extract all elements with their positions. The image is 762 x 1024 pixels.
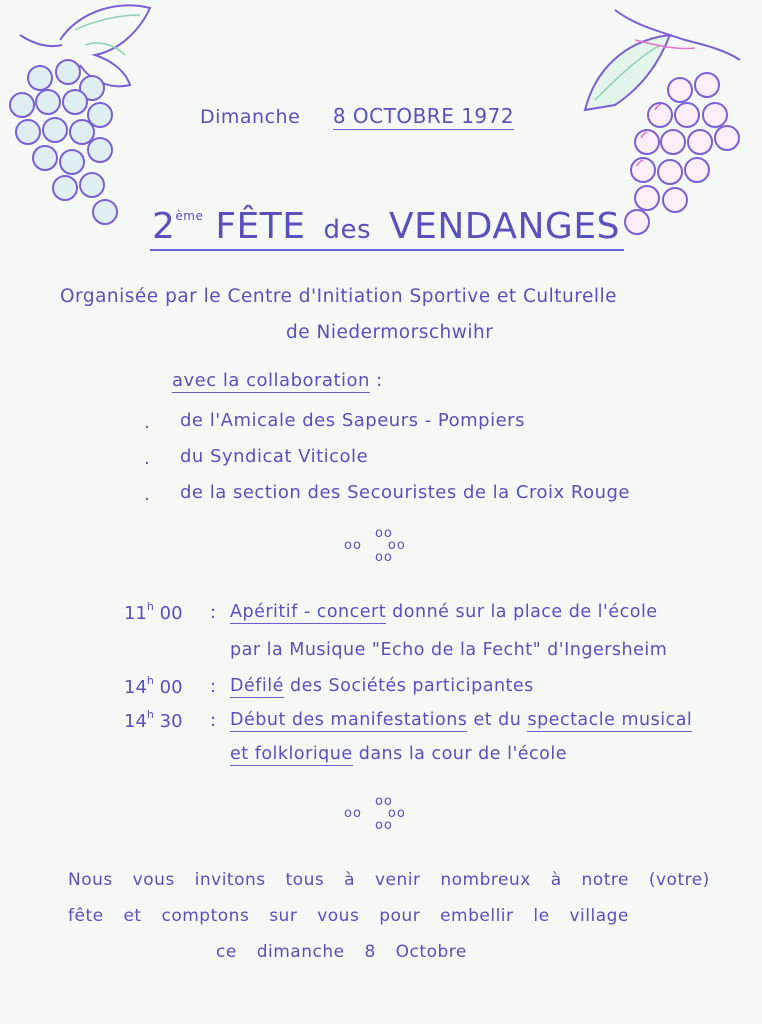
title-vendanges: VENDANGES	[388, 206, 620, 247]
event-highlight: Début des manifestations	[230, 710, 468, 730]
date-value: 8 OCTOBRE 1972	[332, 104, 515, 128]
invitation-line-3: ce dimanche 8 Octobre	[216, 942, 467, 962]
time-minutes: 00	[159, 677, 183, 698]
collaboration-heading-text: avec la collaboration	[172, 370, 370, 391]
ornament-right: oo	[387, 538, 406, 553]
event-highlight: spectacle musical	[527, 710, 693, 730]
ornament-left: oo	[344, 806, 362, 821]
time-hour: 14	[124, 677, 147, 698]
event-text: et du	[467, 710, 528, 730]
ornament-bottom: oo	[374, 550, 393, 565]
time-h: h	[146, 600, 154, 613]
time-minutes: 00	[159, 603, 183, 624]
schedule-event-continued	[230, 744, 567, 764]
schedule-event-continued: par la Musique "Echo de la Fecht" d'Ingersheim	[230, 640, 668, 660]
page-title	[150, 206, 624, 251]
grapes-left-illustration	[0, 0, 180, 240]
schedule-time	[124, 674, 183, 698]
schedule-colon: :	[210, 602, 217, 623]
invitation-line-2: fête et comptons sur vous pour embellir le village	[68, 906, 629, 926]
ornament-top: oo	[374, 526, 393, 541]
collaboration-heading-colon: :	[369, 370, 383, 391]
schedule-event	[230, 710, 692, 730]
bullet-marker: .	[144, 448, 150, 469]
schedule-event	[230, 676, 534, 696]
title-des: des	[323, 215, 372, 245]
invitation-line-1: Nous vous invitons tous à venir nombreux à notre (votre)	[68, 870, 710, 890]
collaboration-item: du Syndicat Viticole	[180, 446, 369, 467]
ornament-bottom: oo	[374, 818, 393, 833]
organizer-line-2: de Niedermorschwihr	[286, 322, 494, 343]
organizer-line-1: Organisée par le Centre d'Initiation Sportive et Culturelle	[60, 286, 618, 307]
ornament-left: oo	[344, 538, 362, 553]
ornament-divider	[344, 528, 406, 564]
collaboration-item: de la section des Secouristes de la Croix Rouge	[180, 482, 631, 503]
ornament-top: oo	[374, 794, 393, 809]
event-text: dans la cour de l'école	[352, 744, 567, 764]
schedule-colon: :	[210, 710, 217, 731]
event-highlight: Défilé	[230, 676, 284, 696]
event-text: donné sur la place de l'école	[386, 602, 658, 622]
ornament-right: oo	[387, 806, 406, 821]
time-hour: 14	[124, 711, 147, 732]
time-hour: 11	[124, 603, 147, 624]
schedule-colon: :	[210, 676, 217, 697]
schedule-event	[230, 602, 658, 622]
time-h: h	[146, 674, 154, 687]
collaboration-heading	[172, 370, 383, 391]
schedule-time	[124, 708, 183, 732]
event-highlight: et folklorique	[230, 744, 353, 764]
time-h: h	[146, 708, 154, 721]
title-ordinal-sup: ème	[175, 209, 204, 223]
title-ordinal: 2	[152, 206, 176, 247]
collaboration-item: de l'Amicale des Sapeurs - Pompiers	[180, 410, 525, 431]
ornament-divider	[344, 796, 406, 832]
bullet-marker: .	[144, 484, 150, 505]
event-date	[200, 104, 514, 128]
date-day: Dimanche	[200, 106, 301, 128]
title-fete: FÊTE	[215, 206, 306, 247]
time-minutes: 30	[159, 711, 183, 732]
event-highlight: Apéritif - concert	[230, 602, 387, 622]
event-text: des Sociétés participantes	[283, 676, 534, 696]
schedule-time	[124, 600, 183, 624]
bullet-marker: .	[144, 412, 150, 433]
